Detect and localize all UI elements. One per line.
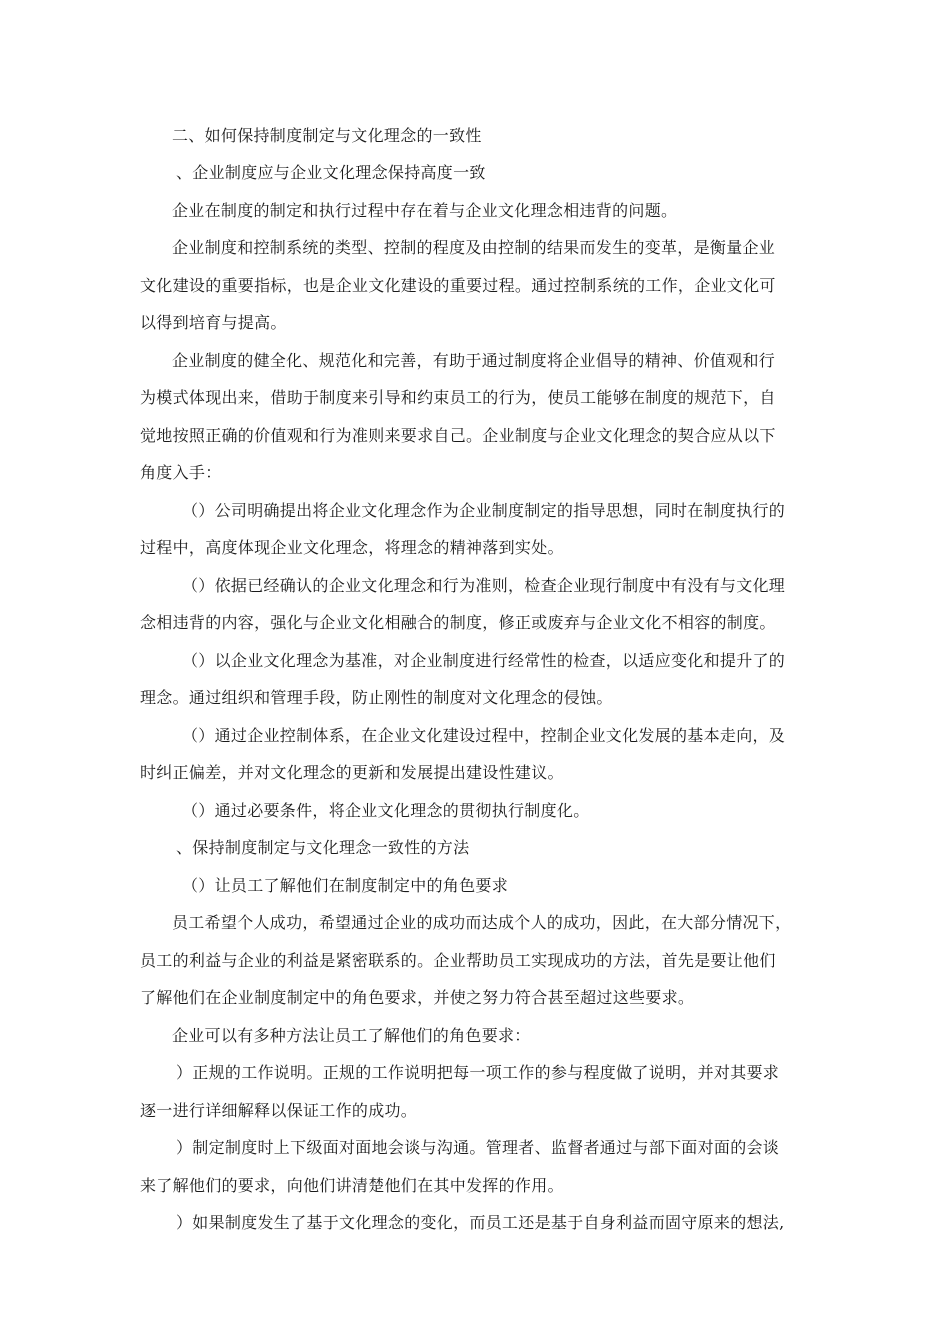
- paragraph-3-line: 角度入手：: [140, 463, 222, 482]
- method-heading: （）让员工了解他们在制度制定中的角色要求: [182, 876, 509, 895]
- list-item-1-line: （）公司明确提出将企业文化理念作为企业制度制定的指导思想，同时在制度执行的: [182, 501, 786, 520]
- method-item-1-line: 逐一进行详细解释以保证工作的成功。: [140, 1101, 418, 1120]
- method-item-2-line: ）制定制度时上下级面对面地会谈与沟通。管理者、监督者通过与部下面对面的会谈: [176, 1138, 780, 1157]
- list-item-3-line: （）以企业文化理念为基准，对企业制度进行经常性的检查，以适应变化和提升了的: [182, 651, 786, 670]
- subsection-heading-2: 、保持制度制定与文化理念一致性的方法: [176, 838, 470, 857]
- paragraph-4-line: 了解他们在企业制度制定中的角色要求，并使之努力符合甚至超过这些要求。: [140, 988, 695, 1007]
- list-item-2-line: （）依据已经确认的企业文化理念和行为准则，检查企业现行制度中有没有与文化理: [182, 576, 786, 595]
- paragraph-3-line: 为模式体现出来，借助于制度来引导和约束员工的行为，使员工能够在制度的规范下，自: [140, 388, 776, 407]
- list-item-4-line: （）通过企业控制体系，在企业文化建设过程中，控制企业文化发展的基本走向，及: [182, 726, 786, 745]
- paragraph-3-line: 企业制度的健全化、规范化和完善，有助于通过制度将企业倡导的精神、价值观和行: [172, 351, 776, 370]
- list-item-2-line: 念相违背的内容，强化与企业文化相融合的制度，修正或废弃与企业文化不相容的制度。: [140, 613, 776, 632]
- list-item-3-line: 理念。通过组织和管理手段，防止刚性的制度对文化理念的侵蚀。: [140, 688, 613, 707]
- paragraph-4-line: 员工的利益与企业的利益是紧密联系的。企业帮助员工实现成功的方法，首先是要让他们: [140, 951, 776, 970]
- paragraph-1: 企业在制度的制定和执行过程中存在着与企业文化理念相违背的问题。: [172, 201, 678, 220]
- section-heading: 二、如何保持制度制定与文化理念的一致性: [172, 126, 482, 145]
- paragraph-2-line: 文化建设的重要指标，也是企业文化建设的重要过程。通过控制系统的工作，企业文化可: [140, 276, 776, 295]
- paragraph-4-line: 员工希望个人成功，希望通过企业的成功而达成个人的成功，因此，在大部分情况下，: [172, 913, 792, 932]
- subsection-heading-1: 、企业制度应与企业文化理念保持高度一致: [176, 163, 486, 182]
- method-item-3-line: ）如果制度发生了基于文化理念的变化，而员工还是基于自身利益而固守原来的想法,: [176, 1213, 785, 1232]
- list-item-4-line: 时纠正偏差，并对文化理念的更新和发展提出建设性建议。: [140, 763, 564, 782]
- paragraph-2-line: 企业制度和控制系统的类型、控制的程度及由控制的结果而发生的变革，是衡量企业: [172, 238, 776, 257]
- list-item-5: （）通过必要条件，将企业文化理念的贯彻执行制度化。: [182, 801, 590, 820]
- paragraph-2-line: 以得到培育与提高。: [140, 313, 287, 332]
- method-item-1-line: ）正规的工作说明。正规的工作说明把每一项工作的参与程度做了说明，并对其要求: [176, 1063, 780, 1082]
- paragraph-5: 企业可以有多种方法让员工了解他们的角色要求：: [172, 1026, 531, 1045]
- list-item-1-line: 过程中，高度体现企业文化理念，将理念的精神落到实处。: [140, 538, 564, 557]
- method-item-2-line: 来了解他们的要求，向他们讲清楚他们在其中发挥的作用。: [140, 1176, 564, 1195]
- paragraph-3-line: 觉地按照正确的价值观和行为准则来要求自己。企业制度与企业文化理念的契合应从以下: [140, 426, 776, 445]
